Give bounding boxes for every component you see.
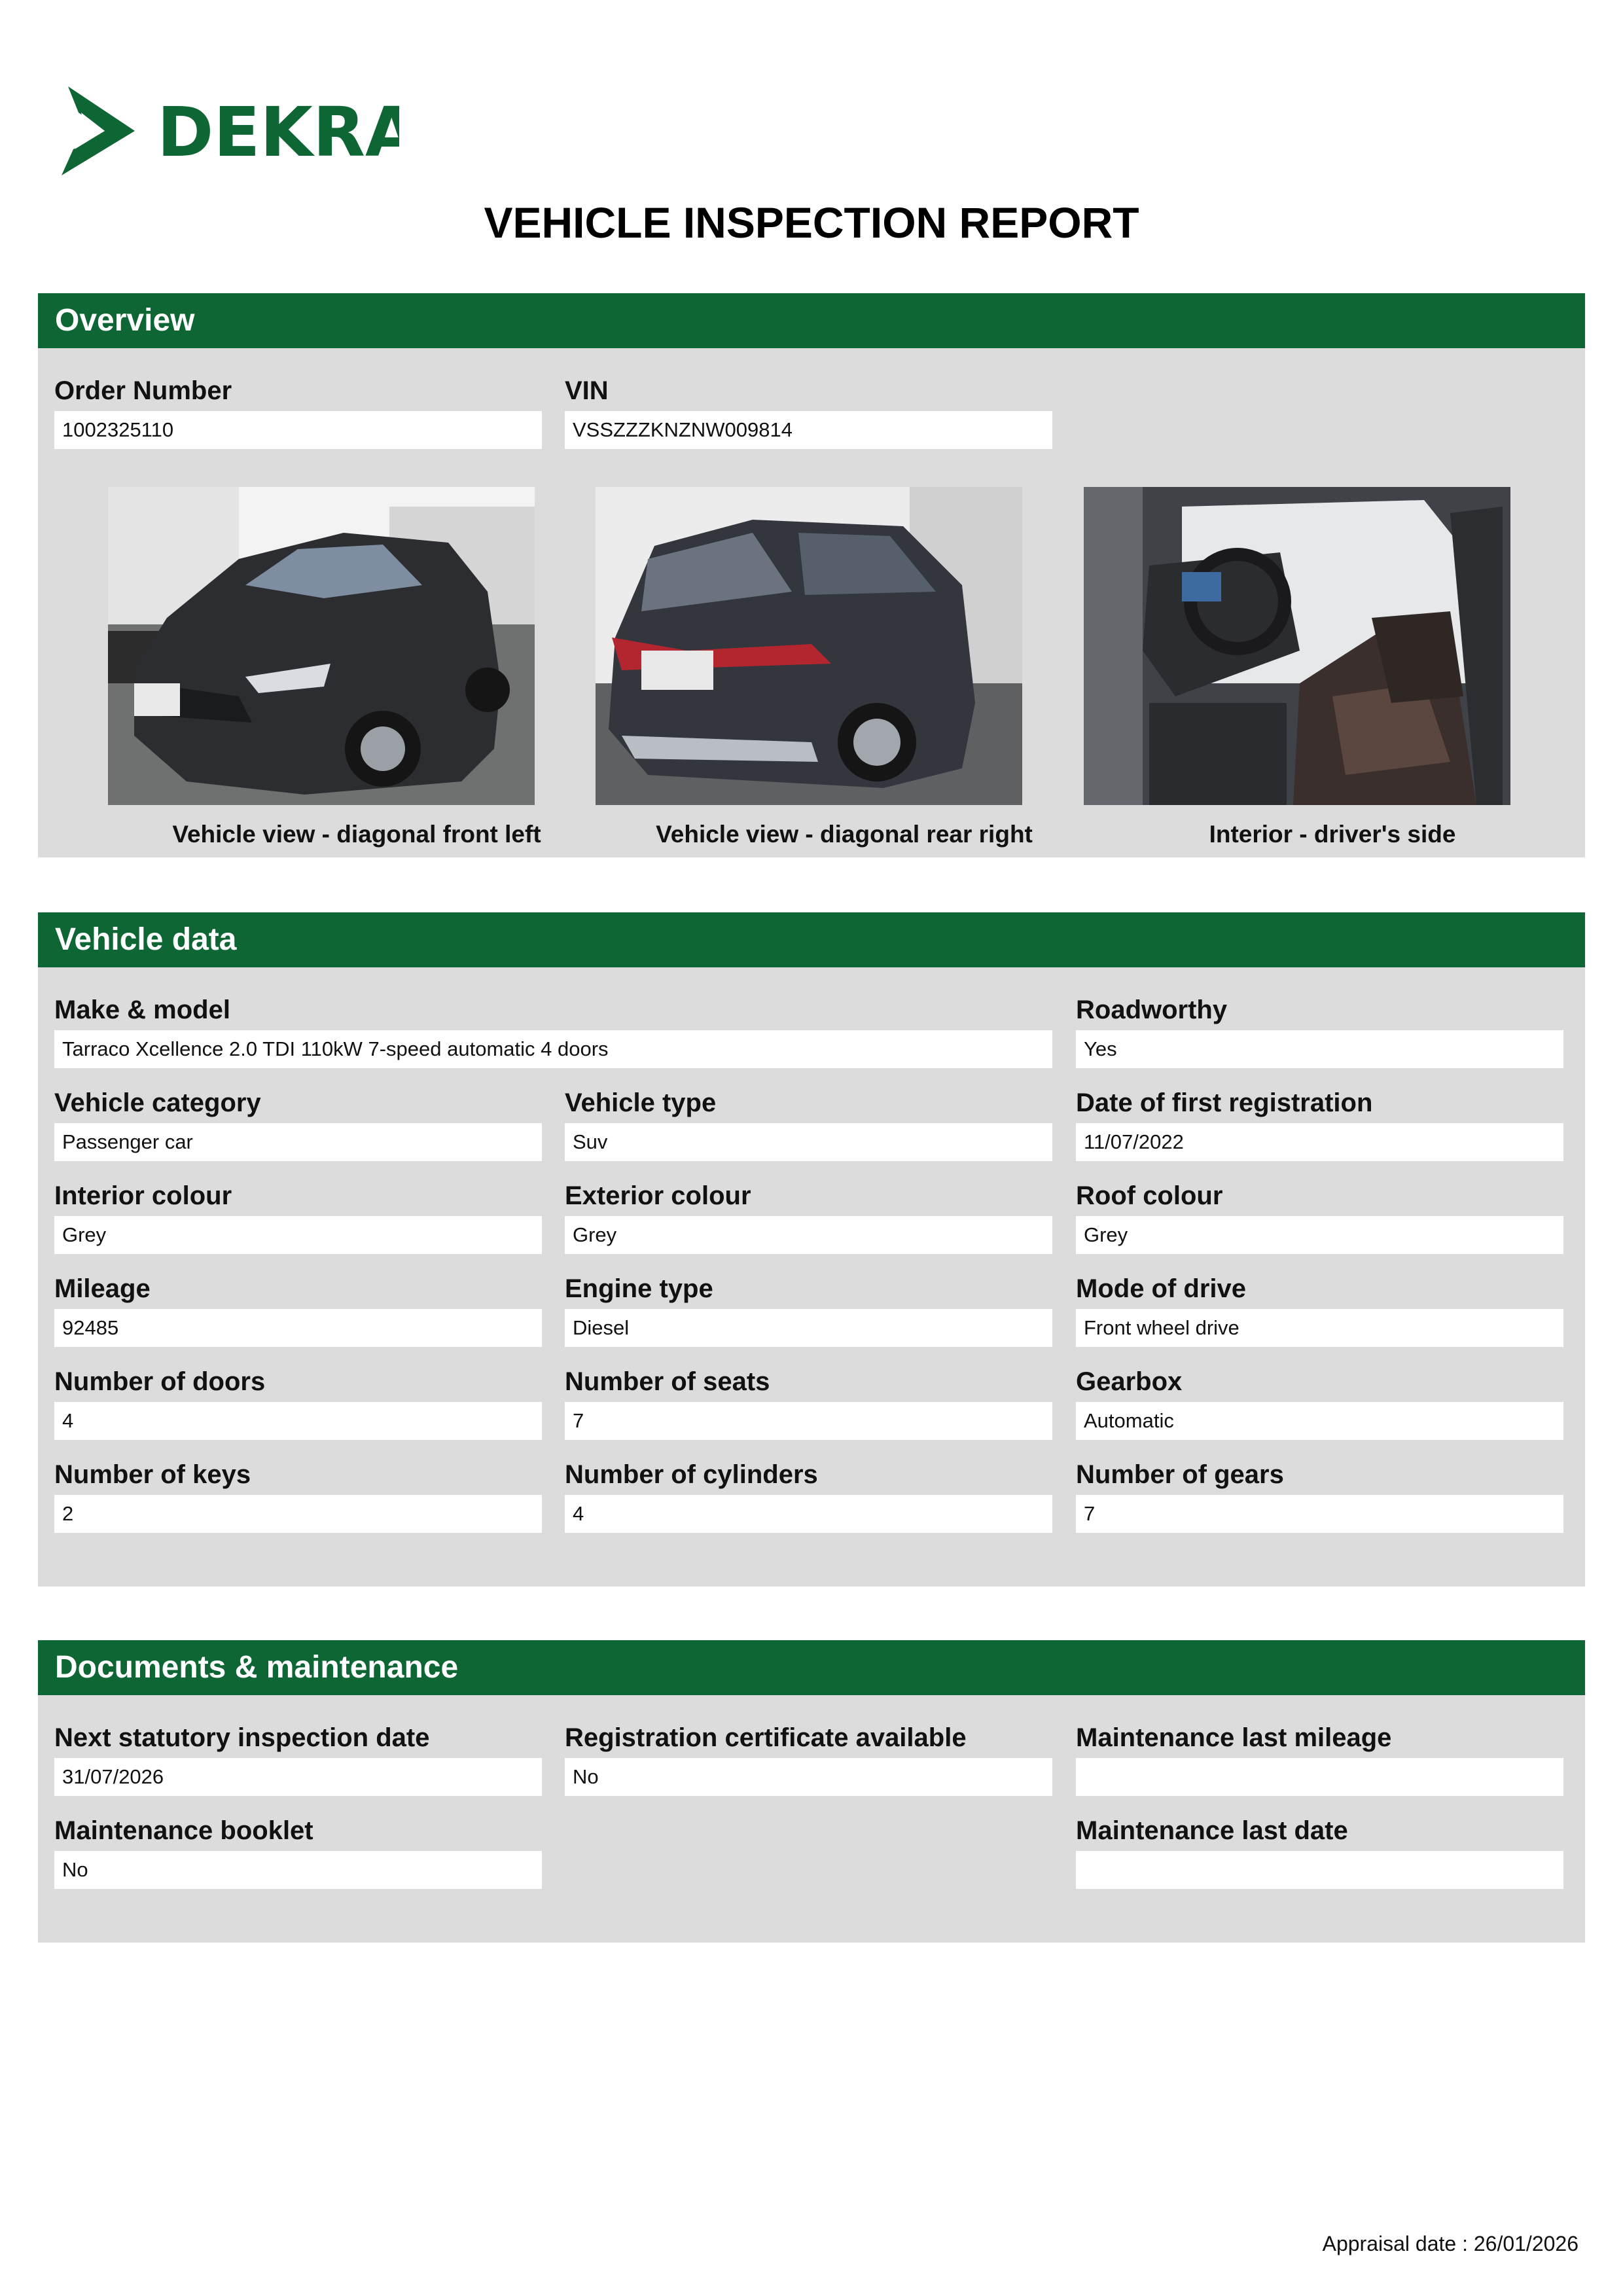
vin-field [565, 374, 1052, 449]
roadworthy-field [1076, 994, 1563, 1068]
make-model-value: Tarraco Xcellence 2.0 TDI 110kW 7-speed automatic 4 doors [54, 1030, 1052, 1068]
exterior-colour-label: Exterior colour [565, 1181, 751, 1210]
maintenance-booklet-label: Maintenance booklet [54, 1816, 313, 1845]
order-number-field [54, 374, 542, 449]
maintenance-last-date-label: Maintenance last date [1076, 1816, 1348, 1845]
report-title: VEHICLE INSPECTION REPORT [484, 198, 1139, 247]
mileage-field [54, 1272, 542, 1347]
doors-field [54, 1365, 542, 1440]
gearbox-field [1076, 1365, 1563, 1440]
order-number-label: Order Number [54, 376, 232, 405]
maintenance-booklet-value: No [54, 1851, 542, 1889]
registration-certificate-label: Registration certificate available [565, 1723, 967, 1752]
doors-label: Number of doors [54, 1367, 266, 1396]
photo-front-left-caption: Vehicle view - diagonal front left [172, 821, 541, 848]
seats-value: 7 [565, 1402, 1052, 1440]
engine-type-label: Engine type [565, 1274, 713, 1303]
doors-value: 4 [54, 1402, 542, 1440]
mileage-label: Mileage [54, 1274, 151, 1303]
cylinders-field [565, 1458, 1052, 1533]
vehicle-type-value: Suv [565, 1123, 1052, 1161]
mileage-value: 92485 [54, 1309, 542, 1347]
maintenance-last-date-value [1076, 1851, 1563, 1889]
vehicle-category-label: Vehicle category [54, 1088, 261, 1117]
vin-value: VSSZZZKNZNW009814 [565, 411, 1052, 449]
maintenance-last-mileage-value [1076, 1758, 1563, 1796]
vehicle-type-field [565, 1086, 1052, 1161]
roadworthy-value: Yes [1076, 1030, 1563, 1068]
photo-front-left[interactable] [108, 487, 535, 805]
interior-colour-field [54, 1179, 542, 1254]
roadworthy-label: Roadworthy [1076, 996, 1228, 1024]
vehicle-category-field [54, 1086, 542, 1161]
keys-label: Number of keys [54, 1460, 251, 1489]
vehicle-category-value: Passenger car [54, 1123, 542, 1161]
interior-colour-label: Interior colour [54, 1181, 232, 1210]
make-model-label: Make & model [54, 996, 230, 1024]
gearbox-label: Gearbox [1076, 1367, 1183, 1396]
gears-value: 7 [1076, 1495, 1563, 1533]
maintenance-last-mileage-field [1076, 1721, 1563, 1796]
gears-field [1076, 1458, 1563, 1533]
next-inspection-value: 31/07/2026 [54, 1758, 542, 1796]
gearbox-value: Automatic [1076, 1402, 1563, 1440]
first-registration-value: 11/07/2022 [1076, 1123, 1563, 1161]
engine-type-value: Diesel [565, 1309, 1052, 1347]
first-registration-label: Date of first registration [1076, 1088, 1373, 1117]
order-number-value: 1002325110 [54, 411, 542, 449]
photo-rear-right[interactable] [596, 487, 1022, 805]
mode-of-drive-label: Mode of drive [1076, 1274, 1247, 1303]
next-inspection-label: Next statutory inspection date [54, 1723, 430, 1752]
keys-field [54, 1458, 542, 1533]
maintenance-booklet-field [54, 1814, 542, 1889]
dekra-logo-text: DEKRA [157, 92, 399, 172]
appraisal-date: Appraisal date : 26/01/2026 [1322, 2232, 1578, 2255]
seats-label: Number of seats [565, 1367, 770, 1396]
documents-section [38, 1640, 1585, 1943]
maintenance-last-mileage-label: Maintenance last mileage [1076, 1723, 1392, 1752]
overview-heading: Overview [38, 293, 1585, 348]
seats-field [565, 1365, 1052, 1440]
registration-certificate-value: No [565, 1758, 1052, 1796]
roof-colour-label: Roof colour [1076, 1181, 1223, 1210]
first-registration-field [1076, 1086, 1563, 1161]
dekra-logo [59, 84, 399, 179]
interior-colour-value: Grey [54, 1216, 542, 1254]
cylinders-label: Number of cylinders [565, 1460, 818, 1489]
registration-certificate-field [565, 1721, 1052, 1796]
photo-rear-right-caption: Vehicle view - diagonal rear right [656, 821, 1033, 848]
maintenance-last-date-field [1076, 1814, 1563, 1889]
make-model-field [54, 994, 1052, 1068]
gears-label: Number of gears [1076, 1460, 1284, 1489]
vin-label: VIN [565, 376, 609, 405]
vehicle-data-section [38, 912, 1585, 1587]
documents-heading: Documents & maintenance [38, 1640, 1585, 1695]
cylinders-value: 4 [565, 1495, 1052, 1533]
vehicle-data-heading: Vehicle data [38, 912, 1585, 967]
photo-interior-driver[interactable] [1084, 487, 1510, 805]
vehicle-type-label: Vehicle type [565, 1088, 717, 1117]
photo-interior-driver-caption: Interior - driver's side [1209, 821, 1456, 848]
keys-value: 2 [54, 1495, 542, 1533]
exterior-colour-value: Grey [565, 1216, 1052, 1254]
engine-type-field [565, 1272, 1052, 1347]
next-inspection-field [54, 1721, 542, 1796]
roof-colour-field [1076, 1179, 1563, 1254]
mode-of-drive-value: Front wheel drive [1076, 1309, 1563, 1347]
roof-colour-value: Grey [1076, 1216, 1563, 1254]
exterior-colour-field [565, 1179, 1052, 1254]
mode-of-drive-field [1076, 1272, 1563, 1347]
overview-section [38, 293, 1585, 857]
